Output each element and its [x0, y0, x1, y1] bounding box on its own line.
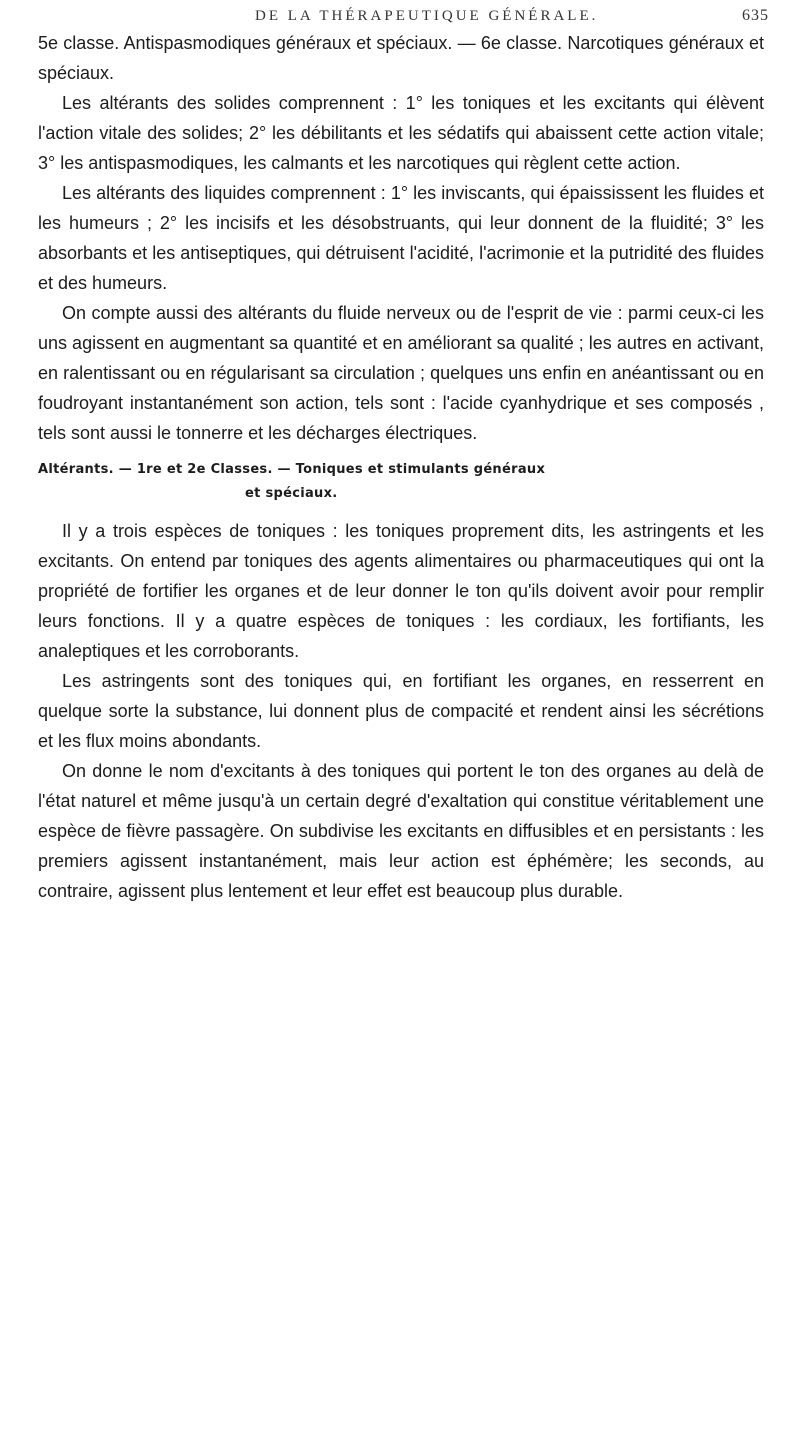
paragraph-alterants-solides: Les altérants des solides comprennent : 1° les toniques et les excitants qui élèvent l'action vitale des solides; 2° les débilitants et les sédatifs qui abaissent cette action vitale; 3° les antispasmodiques, les calmants et les narcotiques qui règlent cette action. [38, 93, 764, 173]
paragraph-especes-toniques: Il y a trois espèces de toniques : les toniques proprement dits, les astringents et les excitants. On entend par toniques des agents alimentaires ou pharmaceutiques qui ont la propriété de fortifier les organes et de leur donner le ton qu'ils doivent avoir pour remplir leurs fonctions. Il y a quatre espèces de toniques : les cordiaux, les fortifiants, les analeptiques et les corroborants. [38, 521, 764, 661]
body-text [38, 28, 764, 906]
page-number: 635 [742, 7, 769, 24]
section-heading-line-2: et spéciaux. [245, 486, 338, 501]
paragraph-alterants-liquides: Les altérants des liquides comprennent : 1° les inviscants, qui épaississent les fluides et les humeurs ; 2° les incisifs et les désobstruants, qui leur donnent de la fluidité; 3° les absorbants et les antiseptiques, qui détruisent l'acidité, l'acrimonie et la putridité des fluides et des humeurs. [38, 183, 764, 293]
paragraph-classes: 5e classe. Antispasmodiques généraux et spéciaux. — 6e classe. Narcotiques généraux et spéciaux. [38, 33, 764, 83]
paragraph-fluide-nerveux: On compte aussi des altérants du fluide nerveux ou de l'esprit de vie : parmi ceux-ci les uns agissent en augmentant sa quantité et en améliorant sa qualité ; les autres en activant, en ralentissant ou en régularisant sa circulation ; quelques uns enfin en anéantissant ou en foudroyant instantanément son action, tels sont : l'acide cyanhydrique et ses composés , tels sont aussi le tonnerre et les décharges électriques. [38, 303, 764, 443]
paragraph-astringents: Les astringents sont des toniques qui, en fortifiant les organes, en resserrent en quelque sorte la substance, lui donnent plus de compacité et rendent ainsi les sécrétions et les flux moins abondants. [38, 671, 764, 751]
section-heading-line-1: Altérants. — 1re et 2e Classes. — Toniques et stimulants généraux [38, 462, 546, 477]
section-heading [38, 458, 764, 506]
running-title: DE LA THÉRAPEUTIQUE GÉNÉRALE. [255, 8, 599, 24]
paragraph-excitants: On donne le nom d'excitants à des toniques qui portent le ton des organes au delà de l'état naturel et même jusqu'à un certain degré d'exaltation qui constitue véritablement une espèce de fièvre passagère. On subdivise les excitants en diffusibles et en persistants : les premiers agissent instantanément, mais leur action est éphémère; les seconds, au contraire, agissent plus lentement et leur effet est beaucoup plus durable. [38, 761, 764, 901]
